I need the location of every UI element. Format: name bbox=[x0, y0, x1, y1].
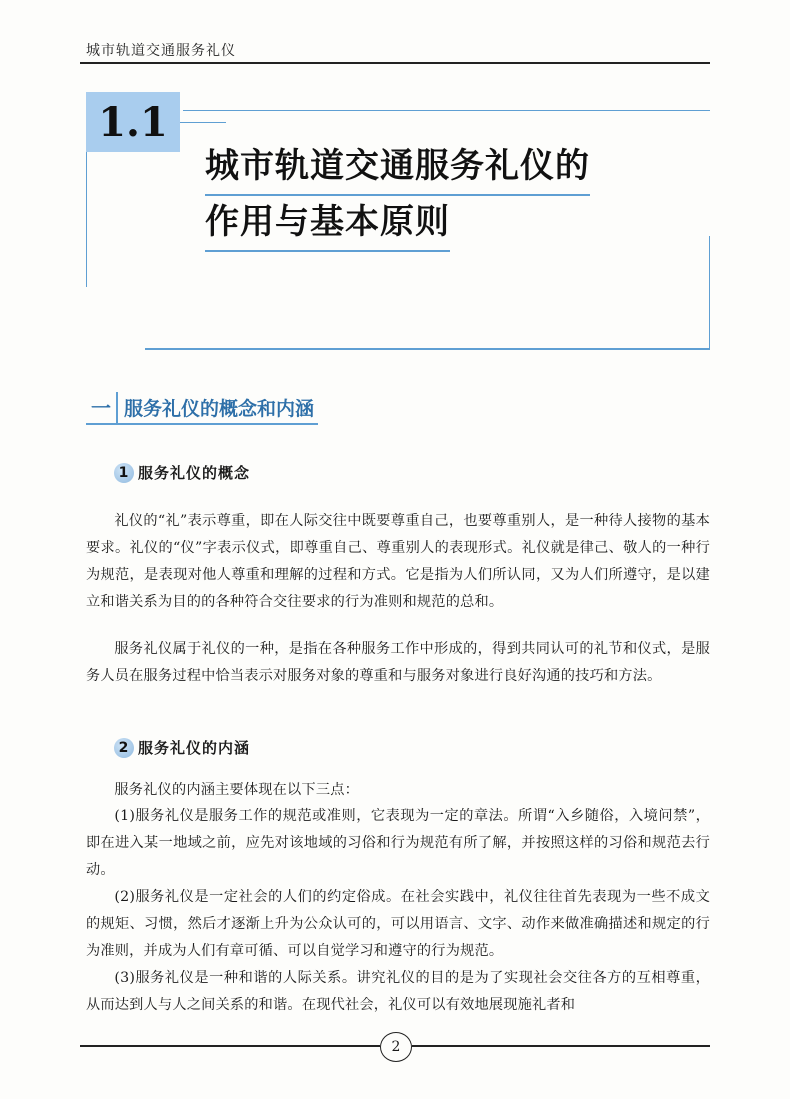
section-number: 1.1 bbox=[98, 98, 168, 146]
section-title-line2: 作用与基本原则 bbox=[205, 196, 450, 252]
subheading-1-number: 1 bbox=[114, 463, 134, 483]
frame-line-left bbox=[86, 152, 87, 287]
running-head: 城市轨道交通服务礼仪 bbox=[86, 43, 236, 59]
frame-line-right bbox=[709, 236, 710, 350]
section-title-line1: 城市轨道交通服务礼仪的 bbox=[205, 140, 590, 196]
paragraph: (2)服务礼仪是一定社会的人们的约定俗成。在社会实践中，礼仪往往首先表现为一些不成文的规矩、习惯，然后才逐渐上升为公众认可的，可以用语言、文字、动作来做准确描述和规定的行为准则，并成为人们有章可循、可以自觉学习和遵守的行为规范。 bbox=[86, 889, 710, 959]
section-number-box bbox=[86, 92, 180, 152]
heading-1-mark: 一 bbox=[86, 392, 118, 425]
heading-1 bbox=[86, 392, 318, 425]
paragraph: (1)服务礼仪是服务工作的规范或准则，它表现为一定的章法。所谓“入乡随俗，入境问禁”，即在进入某一地域之前，应先对该地域的习俗和行为规范有所了解，并按照这样的习俗和规范去行动。 bbox=[86, 808, 710, 878]
subheading-1-title: 服务礼仪的概念 bbox=[138, 464, 251, 482]
paragraph: 服务礼仪的内涵主要体现在以下三点： bbox=[114, 782, 359, 798]
paragraph: 礼仪的“礼”表示尊重，即在人际交往中既要尊重自己，也要尊重别人，是一种待人接物的基本要求。礼仪的“仪”字表示仪式，即尊重自己、尊重别人的表现形式。礼仪就是律己、敬人的一种行为规范，是表现对他人尊重和理解的过程和方式。它是指为人们所认同，又为人们所遵守，是以建立和谐关系为目的的各种符合交往要求的行为准则和规范的总和。 bbox=[86, 513, 710, 610]
heading-1-title: 服务礼仪的概念和内涵 bbox=[118, 394, 318, 425]
header-rule bbox=[80, 62, 710, 64]
paragraph: 服务礼仪属于礼仪的一种，是指在各种服务工作中形成的，得到共同认可的礼节和仪式，是服务人员在服务过程中恰当表示对服务对象的尊重和与服务对象进行良好沟通的技巧和方法。 bbox=[86, 641, 710, 684]
subheading-2-title: 服务礼仪的内涵 bbox=[138, 739, 251, 757]
footer-rule-left bbox=[80, 1045, 380, 1047]
paragraph: (3)服务礼仪是一种和谐的人际关系。讲究礼仪的目的是为了实现社会交往各方的互相尊重，从而达到人与人之间关系的和谐。在现代社会，礼仪可以有效地展现施礼者和 bbox=[86, 970, 710, 1013]
subheading-1 bbox=[114, 462, 250, 483]
page-number: 2 bbox=[380, 1032, 412, 1062]
section-title bbox=[205, 140, 590, 252]
subheading-2 bbox=[114, 737, 250, 758]
subheading-2-number: 2 bbox=[114, 738, 134, 758]
footer-rule-right bbox=[412, 1045, 710, 1047]
frame-line-bottom bbox=[145, 348, 710, 350]
frame-line-top bbox=[183, 110, 710, 111]
